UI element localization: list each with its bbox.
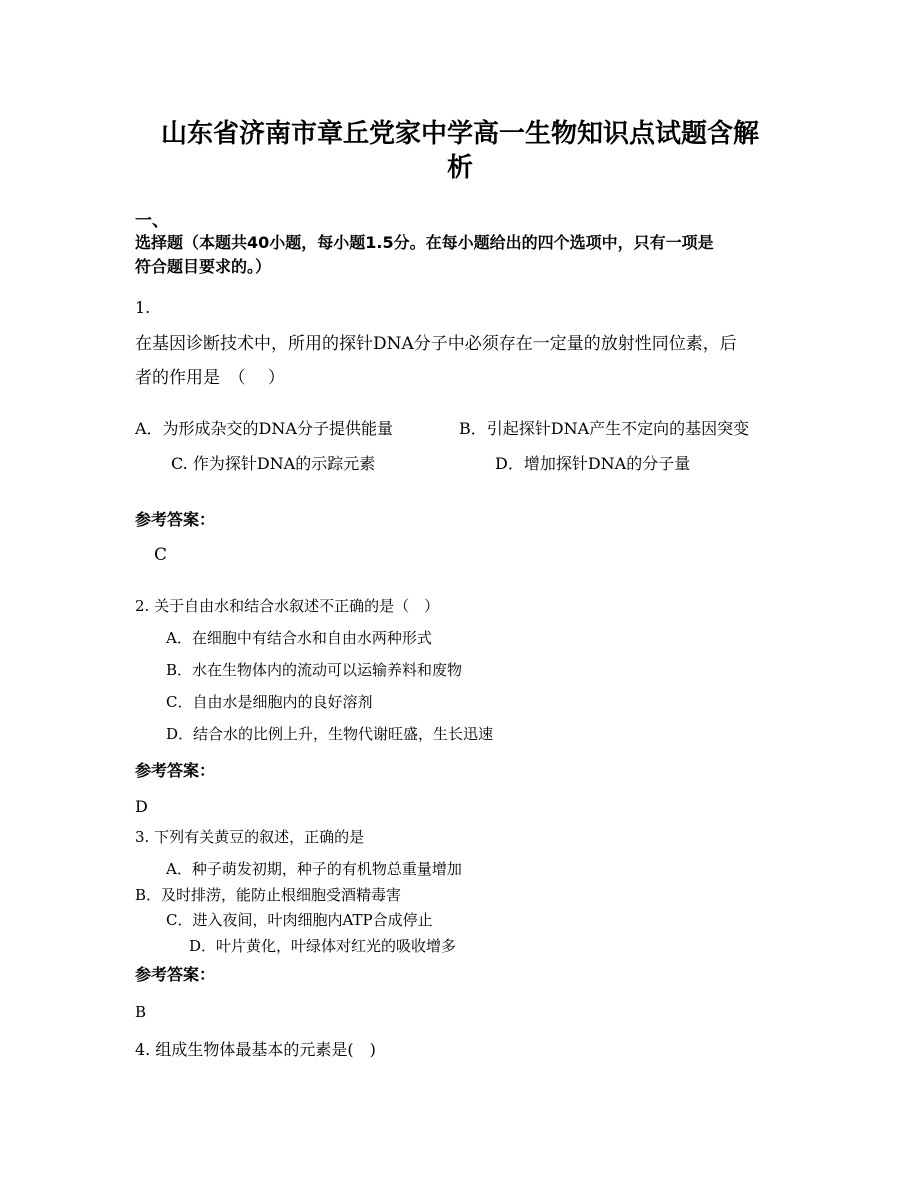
- document-title-line-1: 山东省济南市章丘党家中学高一生物知识点试题含解: [160, 119, 759, 149]
- question-2-option-c: C．自由水是细胞内的良好溶剂: [166, 693, 373, 711]
- question-1-number: 1.: [135, 298, 151, 317]
- question-2-stem: 2. 关于自由水和结合水叙述不正确的是（ ）: [135, 597, 440, 615]
- question-2-option-b: B．水在生物体内的流动可以运输养料和废物: [166, 661, 463, 679]
- question-3-option-d: D．叶片黄化，叶绿体对红光的吸收增多: [189, 937, 457, 955]
- section-number: 一、: [135, 211, 169, 231]
- question-3-option-b: B．及时排涝，能防止根细胞受酒精毒害: [135, 886, 402, 904]
- question-3-option-c: C．进入夜间，叶肉细胞内ATP合成停止: [166, 911, 433, 929]
- question-3-answer: B: [135, 1003, 147, 1021]
- question-1-answer: C: [154, 545, 168, 565]
- section-heading-line-1: 选择题（本题共40小题，每小题1.5分。在每小题给出的四个选项中，只有一项是: [135, 233, 714, 252]
- question-4-stem: 4. 组成生物体最基本的元素是( ): [135, 1040, 376, 1059]
- question-1-option-c: C. 作为探针DNA的示踪元素: [171, 454, 376, 473]
- question-3-option-a: A．种子萌发初期，种子的有机物总重量增加: [166, 860, 462, 878]
- question-3-answer-label: 参考答案：: [135, 965, 216, 984]
- question-2-option-a: A．在细胞中有结合水和自由水两种形式: [166, 629, 432, 647]
- question-1-stem-line-2: 者的作用是 （ ）: [135, 368, 285, 388]
- question-2-answer: D: [135, 797, 148, 816]
- section-heading-line-2: 符合题目要求的。）: [135, 257, 272, 276]
- question-3-stem: 3. 下列有关黄豆的叙述，正确的是: [135, 828, 365, 846]
- question-1-answer-label: 参考答案：: [135, 510, 216, 529]
- question-1-stem-line-1: 在基因诊断技术中，所用的探针DNA分子中必须存在一定量的放射性同位素，后: [135, 334, 737, 354]
- question-2-option-d: D．结合水的比例上升，生物代谢旺盛，生长迅速: [166, 725, 494, 743]
- question-1-option-a: A．为形成杂交的DNA分子提供能量: [135, 419, 393, 438]
- question-1-option-d: D．增加探针DNA的分子量: [495, 454, 691, 473]
- question-1-option-b: B．引起探针DNA产生不定向的基因突变: [459, 419, 750, 438]
- question-2-answer-label: 参考答案：: [135, 761, 216, 780]
- document-title-line-2: 析: [446, 153, 473, 183]
